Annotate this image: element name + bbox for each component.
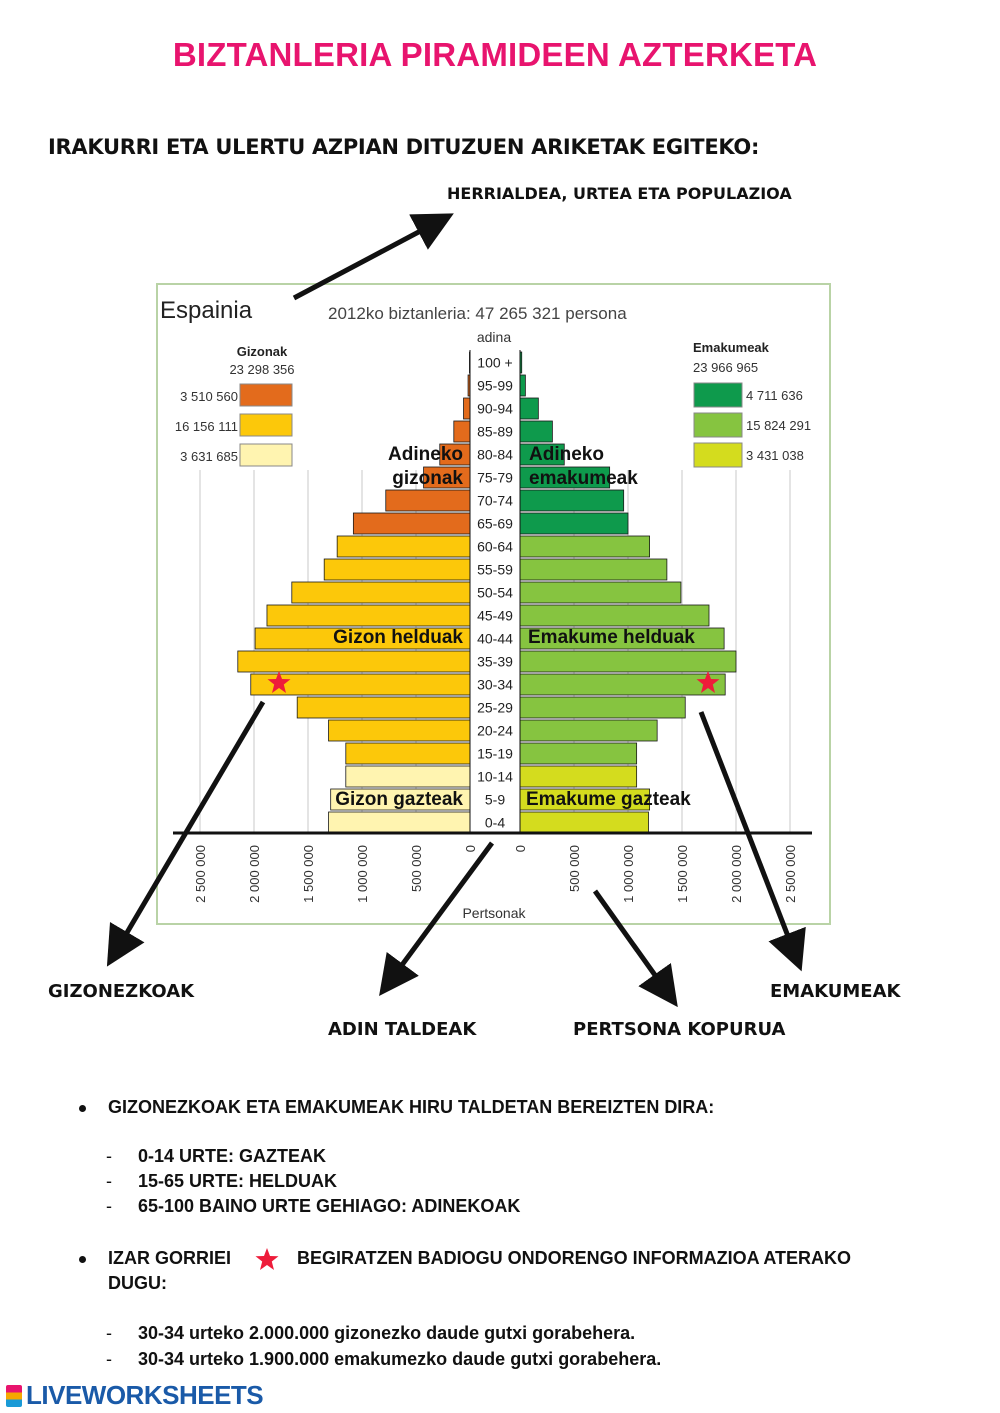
age-label: 75-79 bbox=[477, 469, 513, 486]
callout-men: GIZONEZKOAK bbox=[48, 981, 195, 1002]
label-young-women: Emakume gazteak bbox=[526, 789, 691, 810]
age-label: 30-34 bbox=[477, 676, 513, 693]
x-tick-left: 0 bbox=[463, 845, 478, 853]
arrow-to-age-groups bbox=[385, 843, 492, 988]
x-tick-left: 2 500 000 bbox=[193, 845, 208, 903]
age-label: 5-9 bbox=[484, 791, 506, 808]
x-tick-left: 1 500 000 bbox=[301, 845, 316, 903]
age-label: 65-69 bbox=[477, 515, 513, 532]
label-adult-women: Emakume helduak bbox=[528, 627, 695, 648]
age-label: 35-39 bbox=[477, 653, 513, 670]
age-label: 70-74 bbox=[477, 492, 513, 509]
chart-title: Espainia bbox=[160, 297, 253, 324]
women-legend-value-adult: 15 824 291 bbox=[746, 418, 812, 433]
age-label: 95-99 bbox=[477, 377, 513, 394]
women-legend-value-young: 3 431 038 bbox=[746, 448, 804, 463]
age-label: 90-94 bbox=[477, 400, 513, 417]
logo-icon bbox=[6, 1385, 22, 1407]
callout-women: EMAKUMEAK bbox=[770, 981, 901, 1002]
label-old-men-1: Adineko bbox=[388, 444, 463, 465]
chart-subtitle: 2012ko biztanleria: 47 265 321 persona bbox=[328, 304, 627, 323]
label-old-men-2: gizonak bbox=[392, 468, 463, 489]
age-label: 15-19 bbox=[477, 745, 513, 762]
label-adult-men: Gizon helduak bbox=[333, 627, 463, 648]
age-label: 45-49 bbox=[477, 607, 513, 624]
age-label: 0-4 bbox=[484, 814, 506, 831]
x-tick-left: 500 000 bbox=[409, 845, 424, 892]
men-legend-value-old: 3 510 560 bbox=[180, 389, 238, 404]
men-legend-value-adult: 16 156 111 bbox=[174, 419, 238, 434]
age-label: 40-44 bbox=[477, 630, 513, 647]
age-label: 80-84 bbox=[477, 446, 513, 463]
dash: - bbox=[106, 1349, 112, 1369]
x-tick-right: 0 bbox=[513, 845, 528, 853]
label-young-men: Gizon gazteak bbox=[335, 789, 463, 810]
age-label: 10-14 bbox=[477, 768, 513, 785]
arrow-to-country-year-pop bbox=[294, 218, 445, 298]
dash: - bbox=[106, 1146, 112, 1166]
note-bullet-2-end: BEGIRATZEN BADIOGU ONDORENGO INFORMAZIOA ATERAKO bbox=[297, 1248, 851, 1268]
x-tick-right: 2 000 000 bbox=[729, 845, 744, 903]
note-bullet-2-start: IZAR GORRIEI bbox=[108, 1248, 232, 1268]
callout-person-count: PERTSONA KOPURUA bbox=[573, 1019, 786, 1040]
bullet-dot bbox=[79, 1105, 86, 1112]
arrow-to-women bbox=[701, 712, 798, 962]
group-item: 0-14 URTE: GAZTEAK bbox=[138, 1146, 327, 1166]
women-legend-title: Emakumeak bbox=[693, 340, 769, 355]
group-item: 15-65 URTE: HELDUAK bbox=[138, 1171, 338, 1191]
x-tick-right: 1 500 000 bbox=[675, 845, 690, 903]
group-item: 65-100 BAINO URTE GEHIAGO: ADINEKOAK bbox=[138, 1196, 521, 1216]
age-label: 60-64 bbox=[477, 538, 513, 555]
instruction-text: IRAKURRI ETA ULERTU AZPIAN DITUZUEN ARIKETAK EGITEKO: bbox=[48, 135, 760, 159]
bullet-dot bbox=[79, 1256, 86, 1263]
page-title: BIZTANLERIA PIRAMIDEEN AZTERKETA bbox=[172, 36, 818, 73]
men-legend-title: Gizonak bbox=[236, 344, 288, 359]
men-legend-total: 23 298 356 bbox=[229, 362, 295, 377]
star-icon-legend bbox=[253, 1246, 283, 1274]
callout-country-year-pop: HERRIALDEA, URTEA ETA POPULAZIOA bbox=[447, 184, 792, 203]
x-tick-left: 2 000 000 bbox=[247, 845, 262, 903]
x-tick-right: 1 000 000 bbox=[621, 845, 636, 903]
x-tick-right: 500 000 bbox=[567, 845, 582, 892]
age-axis-label: adina bbox=[476, 329, 512, 345]
finding-item: 30-34 urteko 2.000.000 gizonezko daude gutxi gorabehera. bbox=[138, 1323, 636, 1343]
age-label: 50-54 bbox=[477, 584, 513, 601]
finding-item: 30-34 urteko 1.900.000 emakumezko daude gutxi gorabehera. bbox=[138, 1349, 662, 1369]
age-label: 100 + bbox=[477, 354, 513, 371]
dash: - bbox=[106, 1171, 112, 1191]
age-label: 20-24 bbox=[477, 722, 513, 739]
note-bullet-2-cont: DUGU: bbox=[108, 1273, 167, 1293]
age-label: 25-29 bbox=[477, 699, 513, 716]
arrow-to-person-count bbox=[595, 891, 672, 999]
women-legend-total: 23 966 965 bbox=[693, 360, 759, 375]
label-old-women-2: emakumeak bbox=[529, 468, 638, 489]
x-axis-label: Pertsonak bbox=[462, 905, 526, 921]
logo-text: LIVEWORKSHEETS bbox=[26, 1380, 264, 1410]
women-legend-value-old: 4 711 636 bbox=[746, 388, 803, 403]
men-legend-value-young: 3 631 685 bbox=[180, 449, 238, 464]
age-label: 85-89 bbox=[477, 423, 513, 440]
age-label: 55-59 bbox=[477, 561, 513, 578]
label-old-women-1: Adineko bbox=[529, 444, 604, 465]
arrow-to-men bbox=[112, 702, 263, 958]
callout-age-groups: ADIN TALDEAK bbox=[328, 1019, 477, 1040]
x-tick-left: 1 000 000 bbox=[355, 845, 370, 903]
dash: - bbox=[106, 1323, 112, 1343]
x-tick-right: 2 500 000 bbox=[783, 845, 798, 903]
liveworksheets-logo bbox=[6, 1380, 263, 1411]
dash: - bbox=[106, 1196, 112, 1216]
note-bullet-1: GIZONEZKOAK ETA EMAKUMEAK HIRU TALDETAN BEREIZTEN DIRA: bbox=[108, 1097, 715, 1117]
